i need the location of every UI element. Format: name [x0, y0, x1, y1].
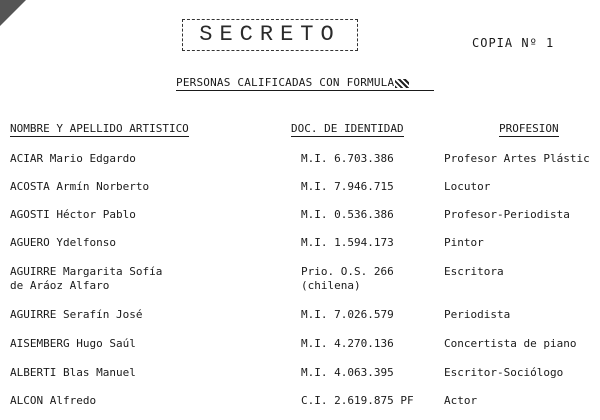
row-profession: Locutor — [444, 180, 491, 193]
row-name: ALCON Alfredo — [10, 394, 97, 407]
row-name-line1: AGUIRRE Margarita Sofía — [10, 265, 163, 278]
row-name: AISEMBERG Hugo Saúl — [10, 337, 136, 350]
row-profession: Escritor-Sociólogo — [444, 366, 564, 379]
row-doc — [301, 265, 394, 293]
row-doc: M.I. 4.270.136 — [301, 337, 394, 350]
row-profession: Pintor — [444, 236, 484, 249]
row-profession: Concertista de piano — [444, 337, 577, 350]
scan-corner-mark — [0, 0, 26, 26]
header-doc: DOC. DE IDENTIDAD — [291, 122, 404, 135]
row-name: ACIAR Mario Edgardo — [10, 152, 136, 165]
row-doc: C.I. 2.619.875 PF — [301, 394, 414, 407]
row-name: AGOSTI Héctor Pablo — [10, 208, 136, 221]
row-profession: Escritora — [444, 265, 504, 278]
row-name: AGUIRRE Serafín José — [10, 308, 143, 321]
row-name-line2: de Aráoz Alfaro — [10, 279, 110, 292]
row-name: ACOSTA Armín Norberto — [10, 180, 150, 193]
secret-stamp: SECRETO — [182, 19, 358, 51]
row-profession: Profesor Artes Plástic — [444, 152, 590, 165]
row-name: AGUERO Ydelfonso — [10, 236, 116, 249]
row-name: ALBERTI Blas Manuel — [10, 366, 136, 379]
copy-number: COPIA Nº 1 — [472, 36, 555, 50]
row-profession: Actor — [444, 394, 478, 407]
header-name: NOMBRE Y APELLIDO ARTISTICO — [10, 122, 189, 135]
header-profession: PROFESION — [499, 122, 559, 135]
row-doc: M.I. 6.703.386 — [301, 152, 394, 165]
row-doc: M.I. 0.536.386 — [301, 208, 394, 221]
row-doc: M.I. 7.026.579 — [301, 308, 394, 321]
list-title-text: PERSONAS CALIFICADAS CON FORMULA — [176, 76, 395, 89]
row-name — [10, 265, 162, 293]
row-doc: M.I. 1.594.173 — [301, 236, 394, 249]
row-profession: Periodista — [444, 308, 511, 321]
row-profession: Profesor-Periodista — [444, 208, 570, 221]
handwritten-mark — [395, 79, 409, 88]
row-doc-line1: Prio. O.S. 266 — [301, 265, 394, 278]
row-doc: M.I. 4.063.395 — [301, 366, 394, 379]
row-doc-line2: (chilena) — [301, 279, 361, 292]
list-title — [176, 76, 434, 91]
row-doc: M.I. 7.946.715 — [301, 180, 394, 193]
